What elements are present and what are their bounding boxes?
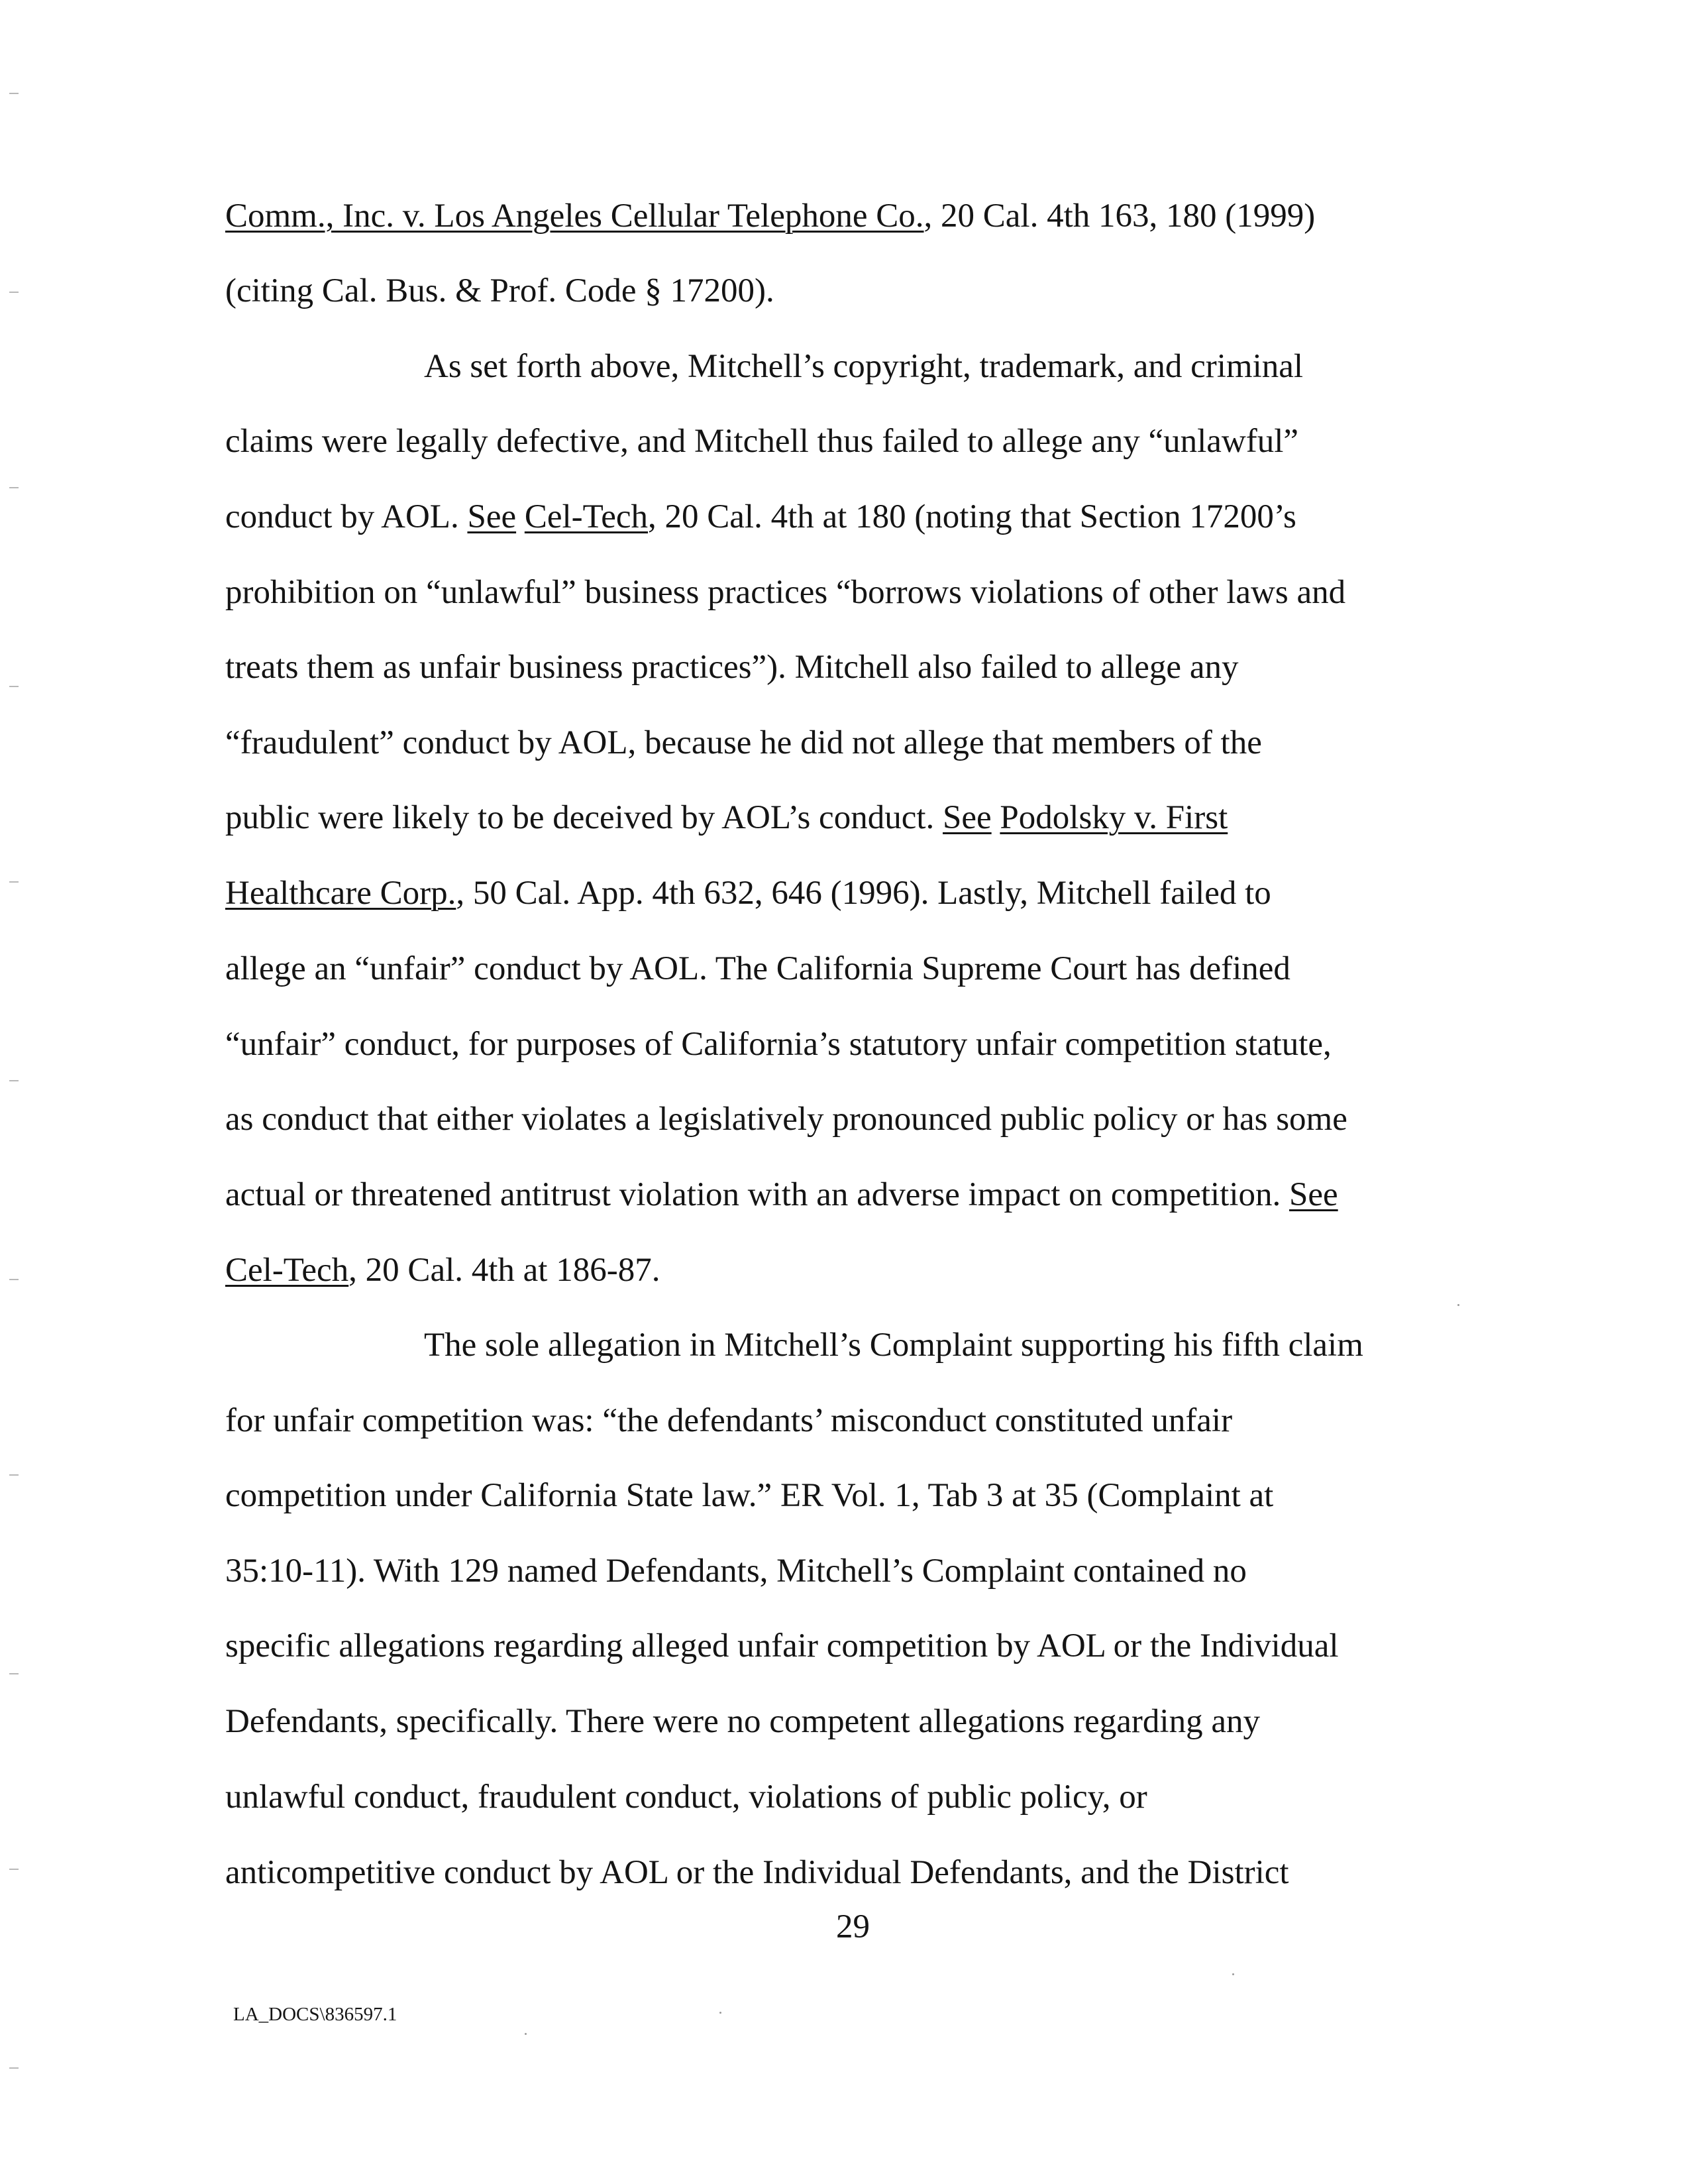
scan-speck xyxy=(1232,1973,1234,1975)
text-line xyxy=(225,1099,1347,1139)
scan-margin-mark xyxy=(9,292,19,293)
citation-underlined: Healthcare Corp. xyxy=(225,875,456,912)
text-line xyxy=(225,949,1290,989)
text-segment: , 20 Cal. 4th 163, 180 (1999) xyxy=(923,197,1316,235)
citation-underlined: See xyxy=(1289,1176,1338,1213)
scan-margin-mark xyxy=(9,1279,19,1280)
text-segment: conduct by AOL. xyxy=(225,498,468,535)
text-segment: specific allegations regarding alleged unfair competition by AOL or the Individual xyxy=(225,1627,1339,1665)
scan-margin-mark xyxy=(9,1869,19,1870)
scan-margin-mark xyxy=(9,881,19,883)
text-segment: actual or threatened antitrust violation with an adverse impact on competition. xyxy=(225,1176,1290,1213)
citation-underlined: Podolsky v. First xyxy=(1000,799,1228,836)
text-segment xyxy=(992,799,1000,836)
text-segment: 35:10-11). With 129 named Defendants, Mitchell’s Complaint contained no xyxy=(225,1553,1247,1590)
citation-underlined: Cel-Tech xyxy=(225,1252,349,1289)
text-line xyxy=(225,1250,660,1290)
text-segment: As set forth above, Mitchell’s copyright, trademark, and criminal xyxy=(424,348,1304,385)
text-segment: claims were legally defective, and Mitchell thus failed to allege any “unlawful” xyxy=(225,423,1299,460)
scan-speck xyxy=(525,2033,527,2035)
text-line xyxy=(225,1024,1332,1064)
citation-underlined: Cel-Tech xyxy=(524,498,649,535)
text-line xyxy=(225,1626,1339,1666)
citation-underlined: See xyxy=(943,799,992,836)
text-line xyxy=(225,798,1228,838)
text-line xyxy=(225,1702,1260,1741)
text-segment: The sole allegation in Mitchell’s Complaint supporting his fifth claim xyxy=(424,1327,1363,1364)
text-line xyxy=(225,421,1298,461)
text-line xyxy=(424,347,1303,386)
citation-underlined: Comm., Inc. v. Los Angeles Cellular Telephone Co. xyxy=(225,197,924,235)
text-line xyxy=(225,497,1296,537)
text-line xyxy=(225,723,1262,763)
text-segment: competition under California State law.” ER Vol. 1, Tab 3 at 35 (Complaint at xyxy=(225,1477,1274,1514)
text-segment xyxy=(516,498,525,535)
text-segment: , 50 Cal. App. 4th 632, 646 (1996). Lastly, Mitchell failed to xyxy=(456,875,1271,912)
scan-margin-mark xyxy=(9,1474,19,1476)
text-line xyxy=(225,1853,1289,1892)
text-line xyxy=(225,1777,1147,1817)
text-segment: “fraudulent” conduct by AOL, because he did not allege that members of the xyxy=(225,724,1262,761)
text-line xyxy=(225,271,774,311)
text-segment: allege an “unfair” conduct by AOL. The California Supreme Court has defined xyxy=(225,950,1290,987)
document-id: LA_DOCS\836597.1 xyxy=(233,2004,397,2025)
text-line xyxy=(225,1551,1247,1591)
text-line xyxy=(225,873,1271,913)
text-segment: “unfair” conduct, for purposes of California’s statutory unfair competition statute, xyxy=(225,1026,1332,1063)
text-line xyxy=(225,196,1315,236)
scan-margin-mark xyxy=(9,487,19,488)
text-segment: as conduct that either violates a legislatively pronounced public policy or has some xyxy=(225,1101,1347,1138)
text-segment: public were likely to be deceived by AOL’s conduct. xyxy=(225,799,943,836)
page-number: 29 xyxy=(836,1908,870,1945)
text-segment: prohibition on “unlawful” business practices “borrows violations of other laws and xyxy=(225,574,1346,611)
text-segment: (citing Cal. Bus. & Prof. Code § 17200). xyxy=(225,272,774,309)
text-segment: for unfair competition was: “the defendants’ misconduct constituted unfair xyxy=(225,1402,1233,1439)
text-segment: , 20 Cal. 4th at 180 (noting that Section 17200’s xyxy=(648,498,1296,535)
scan-margin-mark xyxy=(9,1080,19,1081)
text-line xyxy=(424,1325,1363,1365)
text-line xyxy=(225,647,1238,687)
scan-margin-mark xyxy=(9,93,19,94)
text-segment: treats them as unfair business practices”). Mitchell also failed to allege any xyxy=(225,649,1239,686)
text-segment: , 20 Cal. 4th at 186-87. xyxy=(348,1252,660,1289)
scan-speck xyxy=(719,2012,721,2014)
text-line xyxy=(225,573,1345,612)
text-line xyxy=(225,1401,1232,1441)
text-line xyxy=(225,1476,1273,1515)
scan-speck xyxy=(1457,1304,1459,1306)
text-line xyxy=(225,1175,1338,1215)
scan-margin-mark xyxy=(9,1673,19,1674)
text-segment: unlawful conduct, fraudulent conduct, violations of public policy, or xyxy=(225,1778,1147,1816)
text-segment: Defendants, specifically. There were no competent allegations regarding any xyxy=(225,1703,1260,1740)
citation-underlined: See xyxy=(467,498,517,535)
scan-margin-mark xyxy=(9,2067,19,2069)
scan-margin-mark xyxy=(9,686,19,687)
text-segment: anticompetitive conduct by AOL or the Individual Defendants, and the District xyxy=(225,1854,1289,1891)
